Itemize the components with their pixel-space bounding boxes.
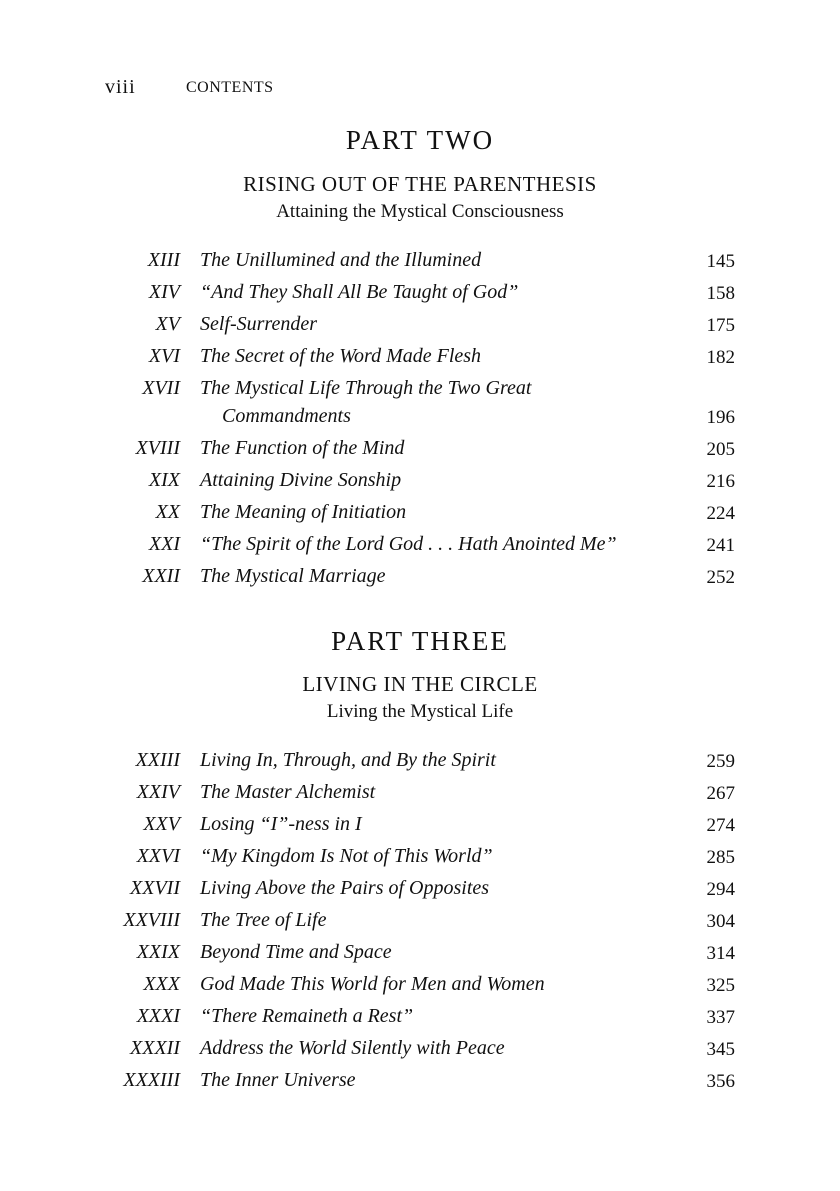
chapter-title: The Meaning of Initiation [200,501,407,523]
chapter-title: God Made This World for Men and Women [200,973,545,995]
page-ref: 252 [706,567,735,588]
chapter-title: Attaining Divine Sonship [200,469,402,491]
chapter-number: XXX [143,973,180,995]
chapter-number: XX [155,501,180,523]
page-ref: 267 [706,783,735,804]
running-head [105,76,274,99]
toc-entry[interactable] [0,749,840,781]
part-two-subtitle: RISING OUT OF THE PARENTHESIS [243,172,597,196]
chapter-number: XVIII [135,437,180,459]
chapter-number: XXVI [136,845,180,867]
chapter-title: Living Above the Pairs of Opposites [200,877,490,899]
toc-entry[interactable] [0,813,840,845]
part-three-caption: Living the Mystical Life [326,701,514,722]
page-ref: 216 [706,471,735,492]
chapter-number: XXXII [130,1037,180,1059]
chapter-title: Self-Surrender [200,313,318,335]
page-ref: 205 [706,439,735,460]
part-two-caption: Attaining the Mystical Consciousness [276,201,564,222]
toc-entry[interactable] [0,1037,840,1069]
page-ref: 325 [706,975,735,996]
chapter-title: The Unillumined and the Illumined [200,249,482,271]
chapter-title: “There Remaineth a Rest” [200,1005,414,1027]
chapter-number: XXV [143,813,180,835]
page-ref: 304 [706,911,735,932]
chapter-title: Losing “I”-ness in I [200,813,362,835]
chapter-title: The Tree of Life [200,909,327,931]
toc-entry[interactable] [0,281,840,313]
page-ref: 241 [706,535,735,556]
chapter-title: Address the World Silently with Peace [200,1037,505,1059]
chapter-title: The Inner Universe [200,1069,356,1091]
chapter-title: The Mystical Marriage [200,565,386,587]
chapter-number: XXII [142,565,180,587]
toc-entry[interactable] [0,973,840,1005]
page-number: viii [105,76,136,98]
chapter-number: XIV [148,281,180,303]
chapter-number: XXI [148,533,180,555]
chapter-title: The Master Alchemist [200,781,376,803]
page-ref: 182 [706,347,735,368]
toc-entry[interactable] [0,377,840,437]
toc-entry[interactable] [0,877,840,909]
page-ref: 196 [706,407,735,428]
running-title: CONTENTS [186,79,274,96]
chapter-title: Living In, Through, and By the Spirit [200,749,496,771]
toc-entry[interactable] [0,845,840,877]
toc-entry[interactable] [0,781,840,813]
page-ref: 285 [706,847,735,868]
chapter-number: XVI [148,345,180,367]
part-three-subtitle: LIVING IN THE CIRCLE [302,672,538,696]
page-ref: 224 [706,503,735,524]
page-ref: 294 [706,879,735,900]
page-ref: 337 [706,1007,735,1028]
chapter-title: The Secret of the Word Made Flesh [200,345,482,367]
toc-entry[interactable] [0,941,840,973]
chapter-title: The Mystical Life Through the Two Great [200,377,532,399]
page-ref: 158 [706,283,735,304]
toc-entry[interactable] [0,249,840,281]
toc-entry[interactable] [0,313,840,345]
page-ref: 356 [706,1071,735,1092]
chapter-number: XXXI [136,1005,180,1027]
chapter-number: XXIX [136,941,180,963]
toc-entry[interactable] [0,1069,840,1101]
chapter-number: XXIII [135,749,180,771]
chapter-number: XXVII [130,877,180,899]
chapter-number: XXVIII [123,909,180,931]
chapter-number: XXXIII [123,1069,180,1091]
toc-entry[interactable] [0,469,840,501]
page-ref: 274 [706,815,735,836]
part-two-title: PART TWO [345,125,495,155]
toc-entry[interactable] [0,437,840,469]
chapter-number: XXIV [136,781,180,803]
chapter-title: “The Spirit of the Lord God . . . Hath Anointed Me” [200,533,617,555]
chapter-number: XIX [148,469,180,491]
page-ref: 314 [706,943,735,964]
toc-entry[interactable] [0,345,840,377]
page-ref: 145 [706,251,735,272]
part-three-title: PART THREE [331,626,509,656]
toc-entry[interactable] [0,533,840,565]
chapter-title-continued: Commandments [222,405,351,427]
page-ref: 345 [706,1039,735,1060]
chapter-title: Beyond Time and Space [200,941,392,963]
chapter-title: “My Kingdom Is Not of This World” [200,845,493,867]
page-ref: 175 [706,315,735,336]
toc-entry[interactable] [0,501,840,533]
chapter-number: XVII [142,377,180,399]
toc-entry[interactable] [0,565,840,597]
toc-entry[interactable] [0,909,840,941]
toc-entry[interactable] [0,1005,840,1037]
chapter-number: XV [155,313,180,335]
page-ref: 259 [706,751,735,772]
chapter-title: “And They Shall All Be Taught of God” [200,281,519,303]
chapter-number: XIII [147,249,180,271]
chapter-title: The Function of the Mind [200,437,405,459]
